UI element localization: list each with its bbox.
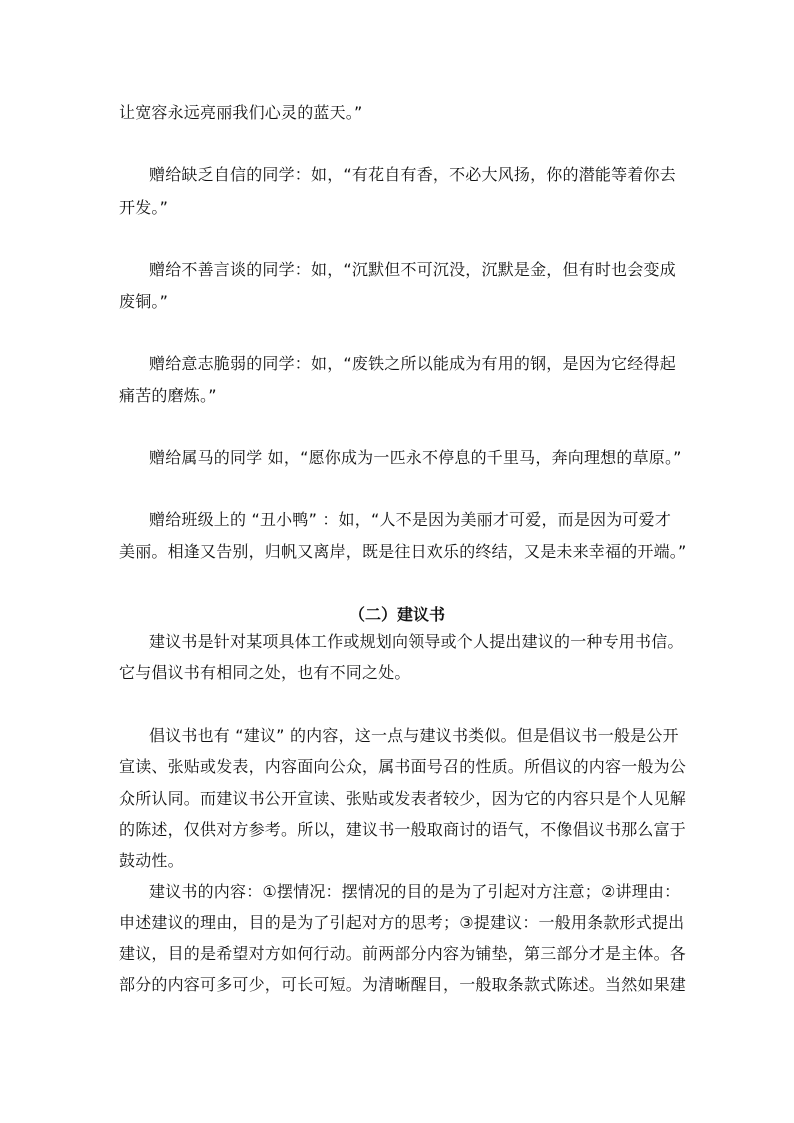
paragraph-line: 部分的内容可多可少，可长可短。为清晰醒目，一般取条款式陈述。当然如果建 — [119, 975, 687, 994]
paragraph-line: 申述建议的理由，目的是为了引起对方的思考；③提建议：一般用条款形式提出 — [119, 913, 685, 932]
section-heading: （二）建议书 — [348, 605, 445, 624]
paragraph-line: 鼓动性。 — [119, 851, 184, 870]
paragraph-line: 开发。” — [119, 198, 169, 217]
paragraph-line: 众所认同。而建议书公开宣读、张贴或发表者较少，因为它的内容只是个人见解 — [119, 789, 687, 808]
paragraph-line: 赠给属马的同学 如，“愿你成为一匹永不停息的千里马，奔向理想的草原。” — [149, 448, 682, 467]
paragraph-line: 的陈述，仅供对方参考。所以，建议书一般取商讨的语气，不像倡议书那么富于 — [119, 820, 687, 839]
paragraph-line: 赠给班级上的 “丑小鸭” ：如，“人不是因为美丽才可爱，而是因为可爱才 — [149, 510, 672, 529]
paragraph-line: 宣读、张贴或发表，内容面向公众，属书面号召的性质。所倡议的内容一般为公 — [119, 757, 687, 776]
paragraph-line: 美丽。相逢又告别，归帆又离岸，既是往日欢乐的终结，又是未来幸福的开端。” — [119, 542, 687, 561]
paragraph-line: 让宽容永远亮丽我们心灵的蓝天。” — [119, 103, 363, 122]
paragraph-line: 痛苦的磨炼。” — [119, 386, 217, 405]
paragraph-line: 倡议书也有 “建议” 的内容，这一点与建议书类似。但是倡议书一般是公开 — [149, 726, 679, 745]
paragraph-line: 废铜。” — [119, 292, 169, 311]
paragraph-line: 建议书的内容：①摆情况：摆情况的目的是为了引起对方注意；②讲理由： — [149, 882, 681, 901]
paragraph-line: 赠给缺乏自信的同学：如，“有花自有香，不必大风扬，你的潜能等着你去 — [149, 165, 676, 184]
paragraph-line: 赠给不善言谈的同学：如，“沉默但不可沉没，沉默是金，但有时也会变成 — [149, 260, 676, 279]
paragraph-line: 建议，目的是希望对方如何行动。前两部分内容为铺垫，第三部分才是主体。各 — [119, 944, 687, 963]
paragraph-line: 赠给意志脆弱的同学：如，“废铁之所以能成为有用的钢，是因为它经得起 — [149, 354, 676, 373]
paragraph-line: 它与倡议书有相同之处，也有不同之处。 — [119, 663, 411, 682]
paragraph-line: 建议书是针对某项具体工作或规划向领导或个人提出建议的一种专用书信。 — [149, 632, 684, 651]
